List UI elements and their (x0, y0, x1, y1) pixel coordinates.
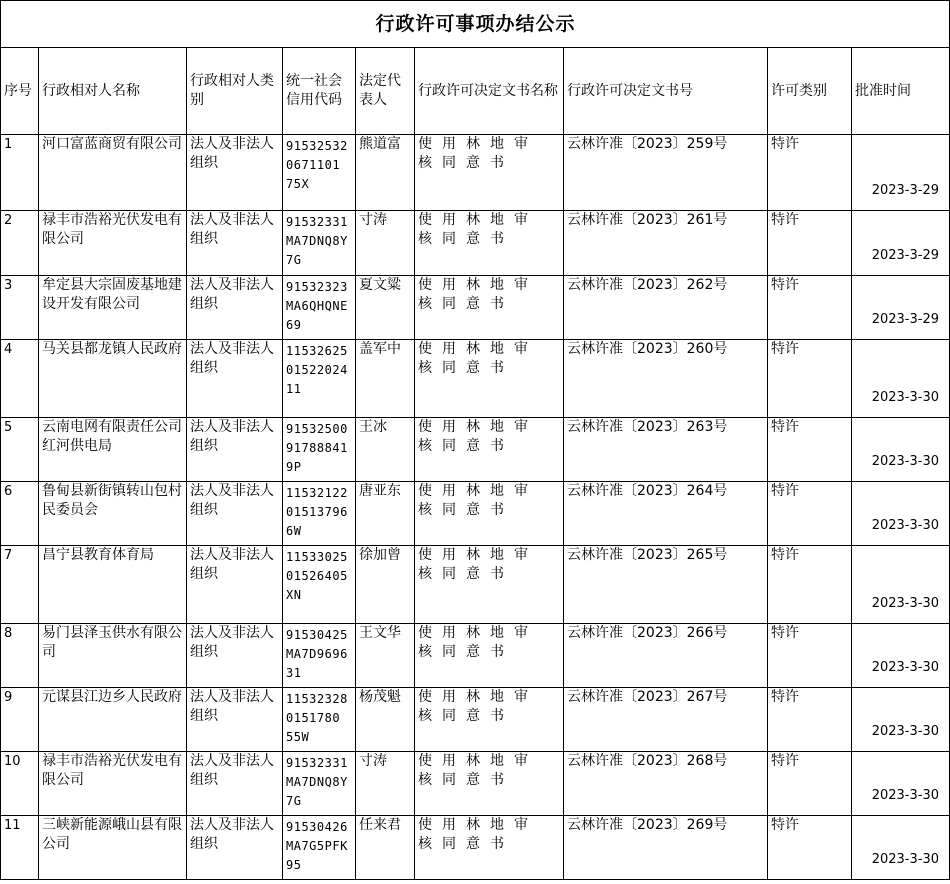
row-approval-date: 2023-3-30 (852, 340, 950, 418)
row-name: 三峡新能源峨山县有限公司 (39, 816, 187, 880)
row-doc-name: 使用林地审核同意书 (415, 688, 564, 752)
table-row (1, 816, 950, 880)
row-legal-rep: 杨茂魁 (356, 688, 415, 752)
row-number: 11 (1, 816, 39, 880)
row-credit-code: 915325320671101 75X (283, 135, 356, 211)
row-credit-code: 91532500917888419P (283, 418, 356, 482)
row-doc-no: 云林许准〔2023〕268号 (564, 752, 768, 816)
row-doc-name: 使用林地审核同意书 (415, 482, 564, 546)
row-doc-no: 云林许准〔2023〕260号 (564, 340, 768, 418)
row-name: 牟定县大宗固废基地建设开发有限公司 (39, 276, 187, 340)
table-row (1, 752, 950, 816)
row-category: 法人及非法人组织 (187, 418, 283, 482)
row-name: 河口富蓝商贸有限公司 (39, 135, 187, 211)
row-permit-type: 特许 (768, 135, 852, 211)
table-body (1, 135, 950, 880)
row-number: 5 (1, 418, 39, 482)
table-row (1, 624, 950, 688)
row-number: 6 (1, 482, 39, 546)
row-category: 法人及非法人组织 (187, 135, 283, 211)
row-doc-no: 云林许准〔2023〕266号 (564, 624, 768, 688)
header-row (1, 48, 950, 135)
row-number: 9 (1, 688, 39, 752)
row-number: 10 (1, 752, 39, 816)
row-approval-date: 2023-3-30 (852, 688, 950, 752)
row-credit-code: 115323280151780 55W (283, 688, 356, 752)
row-legal-rep: 熊道富 (356, 135, 415, 211)
row-number: 8 (1, 624, 39, 688)
row-name: 云南电网有限责任公司红河供电局 (39, 418, 187, 482)
header-name: 行政相对人名称 (39, 48, 187, 135)
row-approval-date: 2023-3-29 (852, 211, 950, 276)
row-approval-date: 2023-3-30 (852, 546, 950, 624)
row-legal-rep: 夏文粱 (356, 276, 415, 340)
row-category: 法人及非法人组织 (187, 624, 283, 688)
row-approval-date: 2023-3-30 (852, 752, 950, 816)
row-doc-no: 云林许准〔2023〕262号 (564, 276, 768, 340)
row-category: 法人及非法人组织 (187, 816, 283, 880)
row-name: 马关县都龙镇人民政府 (39, 340, 187, 418)
row-credit-code: 91532331MA7DNQ8Y7G (283, 752, 356, 816)
row-approval-date: 2023-3-29 (852, 276, 950, 340)
row-doc-no: 云林许准〔2023〕263号 (564, 418, 768, 482)
header-legal-rep: 法定代表人 (356, 48, 415, 135)
row-category: 法人及非法人组织 (187, 482, 283, 546)
row-doc-no: 云林许准〔2023〕261号 (564, 211, 768, 276)
header-doc-name: 行政许可决定文书名称 (415, 48, 564, 135)
row-category: 法人及非法人组织 (187, 340, 283, 418)
row-doc-name: 使用林地审核同意书 (415, 211, 564, 276)
row-category: 法人及非法人组织 (187, 752, 283, 816)
row-permit-type: 特许 (768, 276, 852, 340)
row-category: 法人及非法人组织 (187, 688, 283, 752)
row-number: 2 (1, 211, 39, 276)
row-permit-type: 特许 (768, 624, 852, 688)
row-name: 元谋县江边乡人民政府 (39, 688, 187, 752)
row-name: 鲁甸县新街镇转山包村民委员会 (39, 482, 187, 546)
table-row (1, 688, 950, 752)
row-legal-rep: 王冰 (356, 418, 415, 482)
row-permit-type: 特许 (768, 340, 852, 418)
row-permit-type: 特许 (768, 816, 852, 880)
row-category: 法人及非法人组织 (187, 211, 283, 276)
row-number: 7 (1, 546, 39, 624)
row-category: 法人及非法人组织 (187, 276, 283, 340)
row-number: 1 (1, 135, 39, 211)
header-category: 行政相对人类别 (187, 48, 283, 135)
row-credit-code: 91530426MA7G5PFK95 (283, 816, 356, 880)
row-legal-rep: 寸涛 (356, 752, 415, 816)
table-row (1, 211, 950, 276)
row-doc-no: 云林许准〔2023〕259号 (564, 135, 768, 211)
header-approval-date: 批准时间 (852, 48, 950, 135)
header-permit-type: 许可类别 (768, 48, 852, 135)
row-doc-name: 使用林地审核同意书 (415, 418, 564, 482)
row-credit-code: 115326250152202411 (283, 340, 356, 418)
page-title: 行政许可事项办结公示 (1, 1, 950, 48)
row-permit-type: 特许 (768, 211, 852, 276)
row-doc-no: 云林许准〔2023〕265号 (564, 546, 768, 624)
row-permit-type: 特许 (768, 752, 852, 816)
table-row (1, 135, 950, 211)
row-category: 法人及非法人组织 (187, 546, 283, 624)
row-doc-name: 使用林地审核同意书 (415, 624, 564, 688)
row-credit-code: 91532323MA6QHQNE69 (283, 276, 356, 340)
row-number: 4 (1, 340, 39, 418)
row-doc-no: 云林许准〔2023〕269号 (564, 816, 768, 880)
table-row (1, 418, 950, 482)
table-row (1, 546, 950, 624)
table-row (1, 482, 950, 546)
row-name: 禄丰市浩裕光伏发电有限公司 (39, 211, 187, 276)
header-doc-no: 行政许可决定文书号 (564, 48, 768, 135)
row-doc-name: 使用林地审核同意书 (415, 276, 564, 340)
row-approval-date: 2023-3-30 (852, 624, 950, 688)
row-permit-type: 特许 (768, 418, 852, 482)
row-doc-no: 云林许准〔2023〕264号 (564, 482, 768, 546)
row-permit-type: 特许 (768, 688, 852, 752)
row-legal-rep: 王文华 (356, 624, 415, 688)
row-approval-date: 2023-3-30 (852, 418, 950, 482)
row-doc-name: 使用林地审核同意书 (415, 546, 564, 624)
row-legal-rep: 唐亚东 (356, 482, 415, 546)
row-approval-date: 2023-3-30 (852, 816, 950, 880)
row-credit-code: 91530425MA7D969631 (283, 624, 356, 688)
row-approval-date: 2023-3-30 (852, 482, 950, 546)
row-doc-name: 使用林地审核同意书 (415, 752, 564, 816)
row-doc-name: 使用林地审核同意书 (415, 135, 564, 211)
row-name: 易门县泽玉供水有限公司 (39, 624, 187, 688)
header-credit-code: 统一社会信用代码 (283, 48, 356, 135)
row-name: 禄丰市浩裕光伏发电有限公司 (39, 752, 187, 816)
row-credit-code: 1153302501526405XN (283, 546, 356, 624)
table-row (1, 340, 950, 418)
row-legal-rep: 任来君 (356, 816, 415, 880)
row-legal-rep: 徐加曾 (356, 546, 415, 624)
header-no: 序号 (1, 48, 39, 135)
row-doc-name: 使用林地审核同意书 (415, 816, 564, 880)
row-doc-no: 云林许准〔2023〕267号 (564, 688, 768, 752)
row-permit-type: 特许 (768, 546, 852, 624)
row-number: 3 (1, 276, 39, 340)
row-credit-code: 11532122015137966W (283, 482, 356, 546)
table-row (1, 276, 950, 340)
row-permit-type: 特许 (768, 482, 852, 546)
row-legal-rep: 寸涛 (356, 211, 415, 276)
row-approval-date: 2023-3-29 (852, 135, 950, 211)
row-name: 昌宁县教育体育局 (39, 546, 187, 624)
row-doc-name: 使用林地审核同意书 (415, 340, 564, 418)
row-legal-rep: 盖军中 (356, 340, 415, 418)
row-credit-code: 91532331MA7DNQ8Y7G (283, 211, 356, 276)
